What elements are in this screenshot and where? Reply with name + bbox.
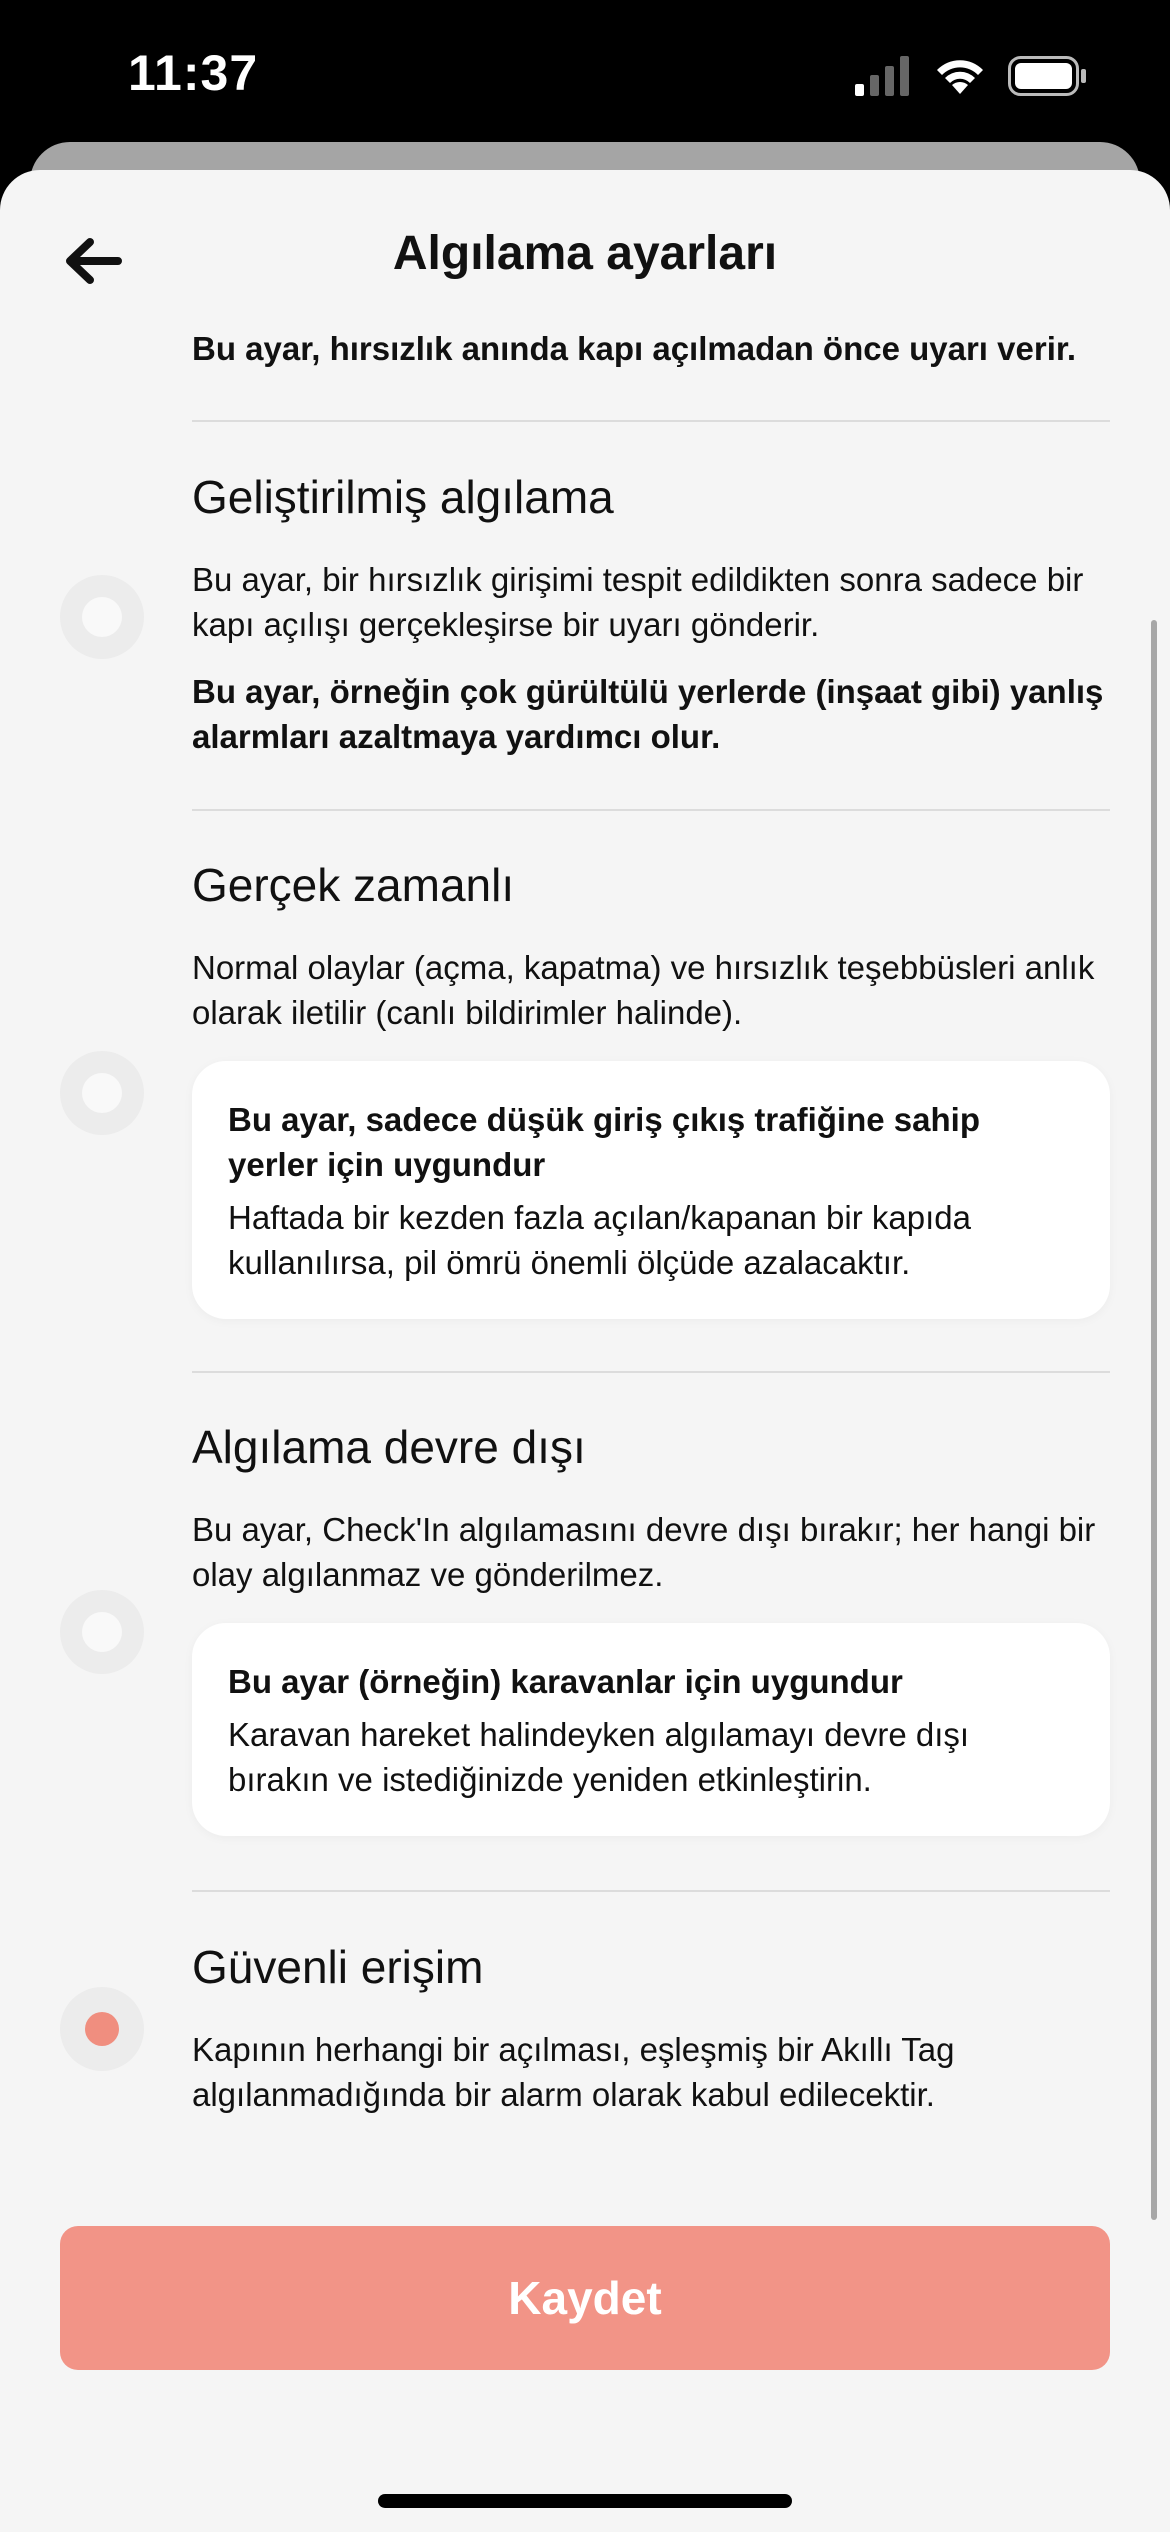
scrollbar[interactable] (1151, 620, 1157, 2220)
status-time: 11:37 (128, 45, 259, 101)
info-card-real-time (192, 1061, 1110, 1319)
status-bar (0, 0, 1170, 150)
divider (192, 1890, 1110, 1892)
info-card-body: Haftada bir kezden fazla açılan/kapanan bir kapıda kullanılırsa, pil ömrü önemli ölçüde azalacaktır. (228, 1199, 971, 1281)
divider (192, 420, 1110, 422)
info-card-title: Bu ayar, sadece düşük giriş çıkış trafiğine sahip yerler için uygundur (228, 1101, 980, 1183)
radio-inner (82, 597, 122, 637)
option-title-disabled: Algılama devre dışı (192, 1421, 586, 1473)
radio-selected-dot (85, 2012, 119, 2046)
option-title-enhanced: Geliştirilmiş algılama (192, 471, 614, 523)
cellular-signal-icon (855, 56, 911, 96)
option-desc-disabled: Bu ayar, Check'In algılamasını devre dışı bırakır; her hangi bir olay algılanmaz ve gönderilmez. (192, 1511, 1096, 1593)
battery-icon (1008, 56, 1088, 96)
info-card-disabled (192, 1623, 1110, 1836)
radio-secure-access[interactable] (60, 1987, 144, 2071)
wifi-icon (932, 54, 988, 96)
option-note: Bu ayar, örneğin çok gürültülü yerlerde (inşaat gibi) yanlış alarmları azaltmaya yardımcı olur. (192, 673, 1104, 755)
option-description: Bu ayar, bir hırsızlık girişimi tespit edildikten sonra sadece bir kapı açılışı gerçekleşirse bir uyarı gönderir. (192, 561, 1084, 643)
info-card-body: Karavan hareket halindeyken algılamayı devre dışı bırakın ve istediğinizde yeniden etkinleştirin. (228, 1716, 970, 1798)
option-title-secure-access: Güvenli erişim (192, 1941, 484, 1993)
info-card-title: Bu ayar (örneğin) karavanlar için uygundur (228, 1663, 903, 1700)
divider (192, 809, 1110, 811)
option-desc-real-time: Normal olaylar (açma, kapatma) ve hırsızlık teşebbüsleri anlık olarak iletilir (canlı bildirimler halinde). (192, 949, 1095, 1031)
home-indicator[interactable] (378, 2494, 792, 2508)
save-button[interactable]: Kaydet (60, 2226, 1110, 2370)
radio-enhanced-detection[interactable] (60, 575, 144, 659)
radio-inner (82, 1612, 122, 1652)
option-title-real-time: Gerçek zamanlı (192, 859, 515, 911)
radio-real-time[interactable] (60, 1051, 144, 1135)
intro-text: Bu ayar, hırsızlık anında kapı açılmadan önce uyarı verir. (192, 330, 1077, 367)
radio-inner (82, 1073, 122, 1113)
option-desc-enhanced (192, 557, 1112, 759)
settings-sheet (0, 170, 1170, 2532)
option-desc-secure-access: Kapının herhangi bir açılması, eşleşmiş bir Akıllı Tag algılanmadığında bir alarm olarak kabul edilecektir. (192, 2031, 955, 2113)
page-title: Algılama ayarları (392, 227, 778, 280)
radio-detection-disabled[interactable] (60, 1590, 144, 1674)
divider (192, 1371, 1110, 1373)
